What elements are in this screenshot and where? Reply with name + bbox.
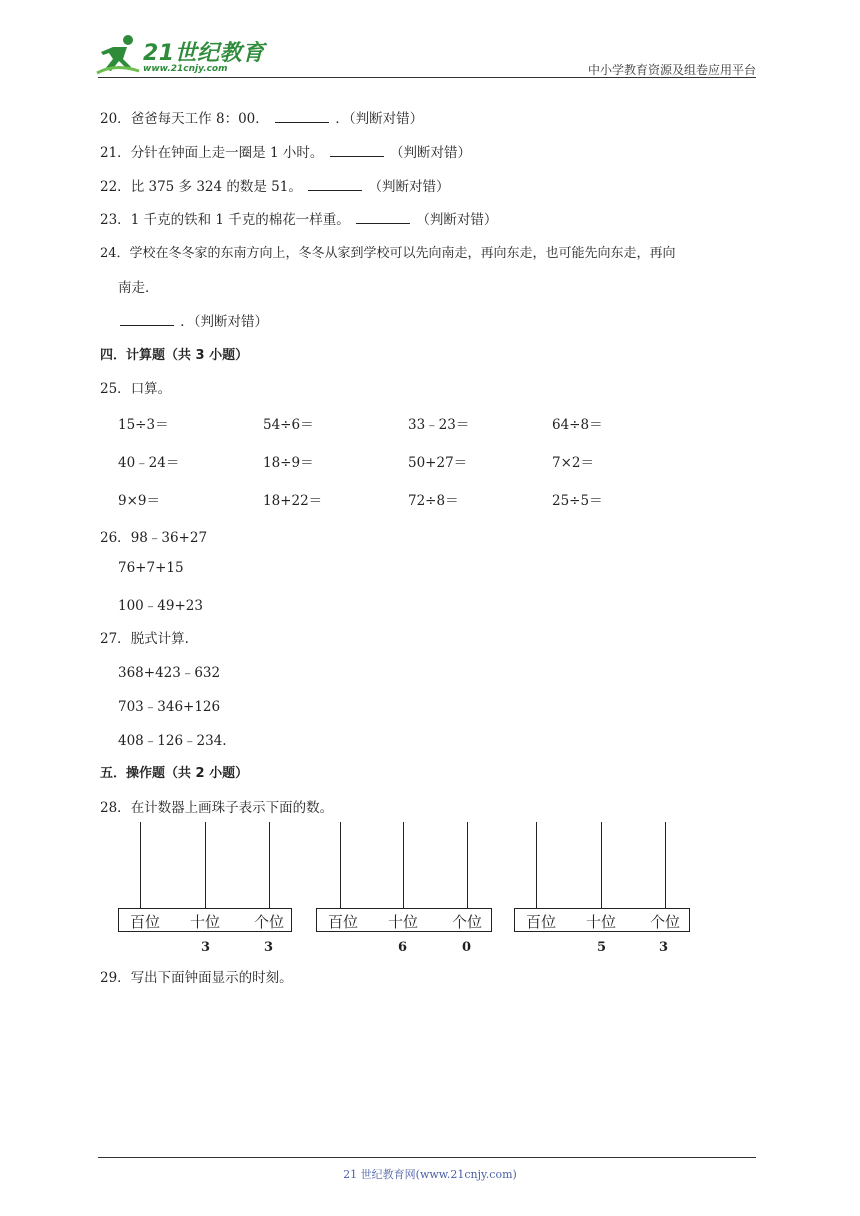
question-text: 口算。 — [130, 381, 172, 397]
abacus-rod[interactable] — [205, 822, 206, 908]
question-24-line2: 南走． — [118, 280, 159, 296]
calc-item: 98﹣36+27 — [130, 530, 208, 546]
header-divider — [98, 77, 756, 78]
question-text: 比 375 多 324 的数是 51。 — [130, 179, 302, 195]
digit-tens: 6 — [398, 940, 408, 955]
abacus-rod[interactable] — [340, 822, 341, 908]
calc-item: 7×2＝ — [552, 455, 594, 471]
question-26 — [100, 526, 207, 546]
question-number: 24． — [100, 246, 130, 261]
calc-item: 368+423﹣632 — [118, 665, 221, 681]
calc-item: 64÷8＝ — [552, 417, 603, 433]
abacus-rod[interactable] — [467, 822, 468, 908]
answer-blank[interactable] — [308, 178, 362, 191]
calc-item: 408﹣126﹣234. — [118, 733, 227, 749]
calc-item: 40﹣24＝ — [118, 455, 180, 471]
question-number: 20． — [100, 111, 131, 127]
calc-item: 18+22＝ — [263, 493, 323, 509]
abacus — [118, 822, 298, 962]
abacus-rod[interactable] — [403, 822, 404, 908]
place-label: 十位 — [586, 913, 617, 931]
question-text: 写出下面钟面显示的时刻。 — [130, 970, 293, 986]
question-23 — [100, 208, 497, 228]
calc-item: 100﹣49+23 — [118, 598, 203, 614]
calc-item: 72÷8＝ — [408, 493, 459, 509]
question-suffix: （判断对错） — [416, 212, 498, 228]
question-suffix: ．（判断对错） — [180, 314, 269, 330]
place-label: 十位 — [388, 913, 419, 931]
place-label: 百位 — [526, 913, 557, 931]
question-text: 脱式计算. — [130, 631, 189, 647]
question-text: 分针在钟面上走一圈是 1 小时。 — [130, 145, 324, 161]
question-21 — [100, 141, 471, 161]
answer-blank[interactable] — [330, 144, 384, 157]
abacus-rod[interactable] — [665, 822, 666, 908]
calc-item: 18÷9＝ — [263, 455, 314, 471]
digit-tens: 5 — [597, 940, 607, 955]
abacus-rod[interactable] — [269, 822, 270, 908]
question-number: 27． — [100, 631, 131, 647]
question-suffix: （判断对错） — [389, 145, 471, 161]
calc-item: 50+27＝ — [408, 455, 468, 471]
digit-ones: 0 — [462, 940, 472, 955]
place-label: 十位 — [190, 913, 221, 931]
calc-item: 25÷5＝ — [552, 493, 603, 509]
runner-icon — [95, 33, 145, 77]
question-20 — [100, 107, 423, 127]
calc-item: 54÷6＝ — [263, 417, 314, 433]
question-25 — [100, 377, 171, 397]
question-text: 在计数器上画珠子表示下面的数。 — [130, 800, 334, 816]
question-24-answer — [118, 310, 268, 330]
place-label: 个位 — [254, 913, 285, 931]
digit-ones: 3 — [264, 940, 274, 955]
question-number: 26． — [100, 530, 131, 546]
question-number: 29． — [100, 970, 131, 986]
digit-ones: 3 — [659, 940, 669, 955]
question-27 — [100, 627, 189, 647]
question-29 — [100, 966, 293, 986]
question-number: 21． — [100, 145, 131, 161]
footer-divider — [98, 1157, 756, 1158]
abacus-base — [316, 908, 492, 932]
place-label: 百位 — [328, 913, 359, 931]
site-name: 中小学教育资源及组卷应用平台 — [587, 63, 756, 77]
question-suffix: （判断对错） — [368, 179, 450, 195]
calc-item: 33﹣23＝ — [408, 417, 470, 433]
digit-tens: 3 — [201, 940, 211, 955]
question-number: 22． — [100, 179, 131, 195]
abacus-rod[interactable] — [140, 822, 141, 908]
calc-item: 703﹣346+126 — [118, 699, 221, 715]
answer-blank[interactable] — [356, 211, 410, 224]
abacus-base — [514, 908, 690, 932]
section-title: 五．操作题（共 2 小题） — [100, 766, 249, 781]
logo-text: 21世纪教育 — [143, 41, 265, 66]
question-22 — [100, 175, 449, 195]
logo-url: www.21cnjy.com — [143, 64, 228, 74]
calc-item: 15÷3＝ — [118, 417, 169, 433]
abacus — [316, 822, 496, 962]
calc-item: 76+7+15 — [118, 560, 184, 576]
answer-blank[interactable] — [120, 313, 174, 326]
question-text: 1 千克的铁和 1 千克的棉花一样重。 — [130, 212, 350, 228]
place-label: 个位 — [650, 913, 681, 931]
abacus-base — [118, 908, 292, 932]
question-number: 28． — [100, 800, 131, 816]
calc-item: 9×9＝ — [118, 493, 160, 509]
question-28 — [100, 796, 333, 816]
question-suffix: ．（判断对错） — [335, 111, 424, 127]
question-24 — [100, 242, 676, 261]
section-title: 四．计算题（共 3 小题） — [100, 348, 249, 363]
footer-text[interactable]: 21 世纪教育网(www.21cnjy.com) — [343, 1168, 517, 1181]
place-label: 个位 — [452, 913, 483, 931]
answer-blank[interactable] — [275, 110, 329, 123]
abacus — [514, 822, 694, 962]
place-label: 百位 — [130, 913, 161, 931]
abacus-rod[interactable] — [601, 822, 602, 908]
abacus-rod[interactable] — [536, 822, 537, 908]
question-number: 23． — [100, 212, 131, 228]
question-number: 25． — [100, 381, 131, 397]
question-text: 爸爸每天工作 8：00． — [130, 111, 269, 127]
question-text: 学校在冬冬家的东南方向上，冬冬从家到学校可以先向南走，再向东走，也可能先向东走，再向 — [129, 246, 676, 261]
